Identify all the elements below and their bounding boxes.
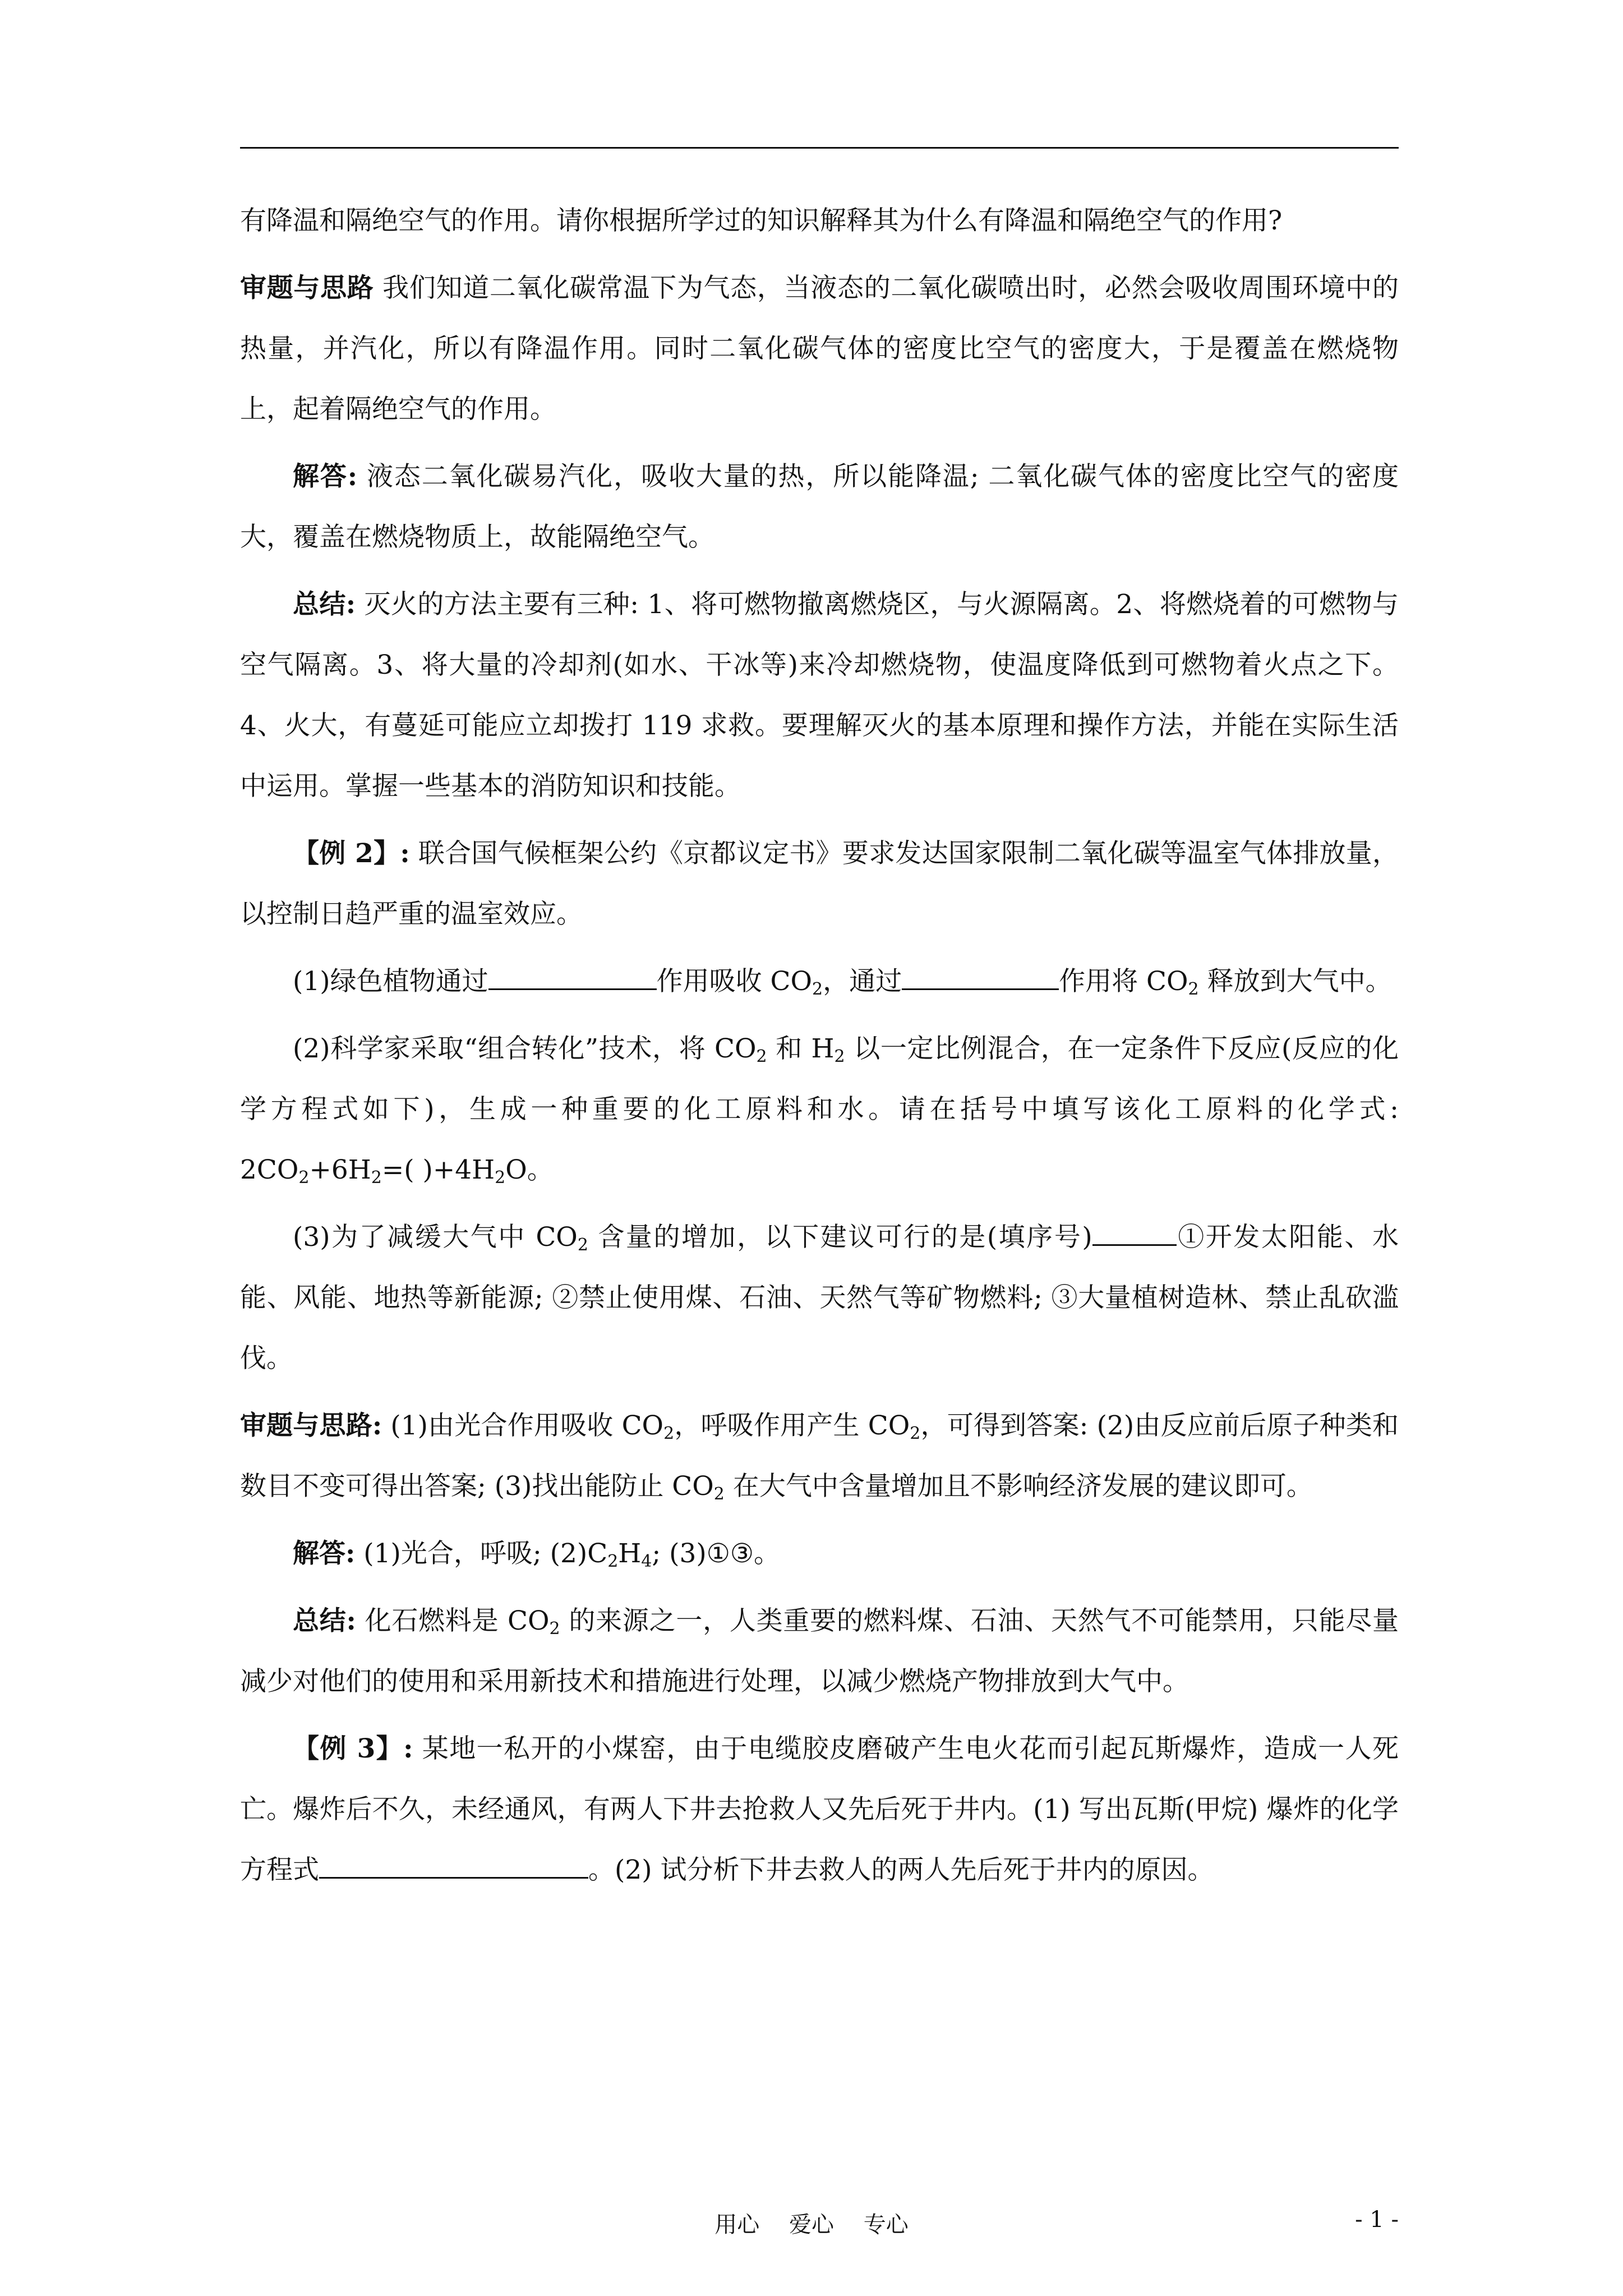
document-body bbox=[240, 191, 1399, 1901]
paragraph-summary-2: 总结: 化石燃料是 $CO_2$ 的来源之一，人类重要的燃料煤、石油、天然气不可能禁用，只能尽量减少对他们的使用和采用新技术和措施进行处理，以减少燃烧产物排放到大气中。 bbox=[240, 1605, 1399, 1697]
paragraph-analysis-1: 审题与思路 我们知道二氧化碳常温下为气态，当液态的二氧化碳喷出时，必然会吸收周围环境中的热量，并汽化，所以有降温作用。同时二氧化碳气体的密度比空气的密度大，于是覆盖在燃烧物上，起着隔绝空气的作用。 bbox=[240, 273, 1399, 425]
label-summary: 总结: bbox=[293, 1605, 356, 1636]
label-answer: 解答: bbox=[293, 1538, 356, 1569]
paragraph-analysis-2: 审题与思路: (1)由光合作用吸收 $CO_2$，呼吸作用产生 $CO_2$，可得到答案: (2)由反应前后原子种类和数目不变可得出答案; (3)找出能防止 $CO_2$ 在大气中含量增加且不影响经济发展的建议即可。 bbox=[240, 1410, 1399, 1504]
answer-blank bbox=[488, 964, 657, 990]
paragraph-example-2: 【例 2】: 联合国气候框架公约《京都议定书》要求发达国家限制二氧化碳等温室气体排放量，以控制日趋严重的温室效应。 bbox=[240, 838, 1399, 930]
label-analysis: 审题与思路 bbox=[240, 273, 374, 303]
question-1: (1)绿色植物通过 作用吸收 $CO_2$，通过 作用将 $CO_2$ 释放到大气中。 bbox=[240, 951, 1399, 1012]
label-summary: 总结: bbox=[293, 589, 356, 620]
paragraph-question-end: 有降温和隔绝空气的作用。请你根据所学过的知识解释其为什么有降温和隔绝空气的作用? bbox=[240, 205, 1283, 236]
answer-blank bbox=[902, 964, 1059, 990]
page-number: - 1 - bbox=[1355, 2207, 1399, 2233]
paragraph-example-3: 【例 3】: 某地一私开的小煤窑，由于电缆胶皮磨破产生电火花而引起瓦斯爆炸，造成一人死亡。爆炸后不久，未经通风，有两人下井去抢救人又先后死于井内。(1) 写出瓦斯(甲烷) 爆炸的化学方程式 。(2) 试分析下井去救人的两人先后死于井内的原因。 bbox=[240, 1733, 1399, 1885]
footer-motto: 用心 爱心 专心 bbox=[714, 2212, 909, 2238]
label-analysis: 审题与思路: bbox=[240, 1410, 382, 1441]
label-answer: 解答: bbox=[293, 461, 358, 492]
answer-blank bbox=[1092, 1220, 1177, 1246]
paragraph-answer-1: 解答: 液态二氧化碳易汽化，吸收大量的热，所以能降温; 二氧化碳气体的密度比空气的密度大，覆盖在燃烧物质上，故能隔绝空气。 bbox=[240, 461, 1399, 553]
paragraph-answer-2: 解答: (1)光合，呼吸; $(2)C_2H_4$; (3)①③。 bbox=[293, 1538, 780, 1571]
label-example-2: 【例 2】: bbox=[293, 838, 410, 869]
question-2: (2)科学家采取“组合转化”技术，将 $CO_2$ 和 $H_2$ 以一定比例混合，在一定条件下反应(反应的化学方程式如下)，生成一种重要的化工原料和水。请在括号中填写该化工原料的化学式: $2CO_2+6H_2=$( )$+4H_2O$。 bbox=[240, 1033, 1399, 1188]
question-3: (3)为了减缓大气中 $CO_2$ 含量的增加，以下建议可行的是(填序号) ①开发太阳能、水能、风能、地热等新能源; ②禁止使用煤、石油、天然气等矿物燃料; ③大量植树造林、禁止乱砍滥伐。 bbox=[240, 1207, 1399, 1389]
page-footer bbox=[0, 2207, 1623, 2240]
header-rule bbox=[240, 147, 1399, 149]
label-example-3: 【例 3】: bbox=[293, 1733, 413, 1764]
answer-blank bbox=[319, 1852, 588, 1879]
paragraph-summary-1: 总结: 灭火的方法主要有三种: 1、将可燃物撤离燃烧区，与火源隔离。2、将燃烧着的可燃物与空气隔离。3、将大量的冷却剂(如水、干冰等)来冷却燃烧物，使温度降低到可燃物着火点之下。4、火大，有蔓延可能应立却拨打 119 求救。要理解灭火的基本原理和操作方法，并能在实际生活中运用。掌握一些基本的消防知识和技能。 bbox=[240, 589, 1399, 802]
